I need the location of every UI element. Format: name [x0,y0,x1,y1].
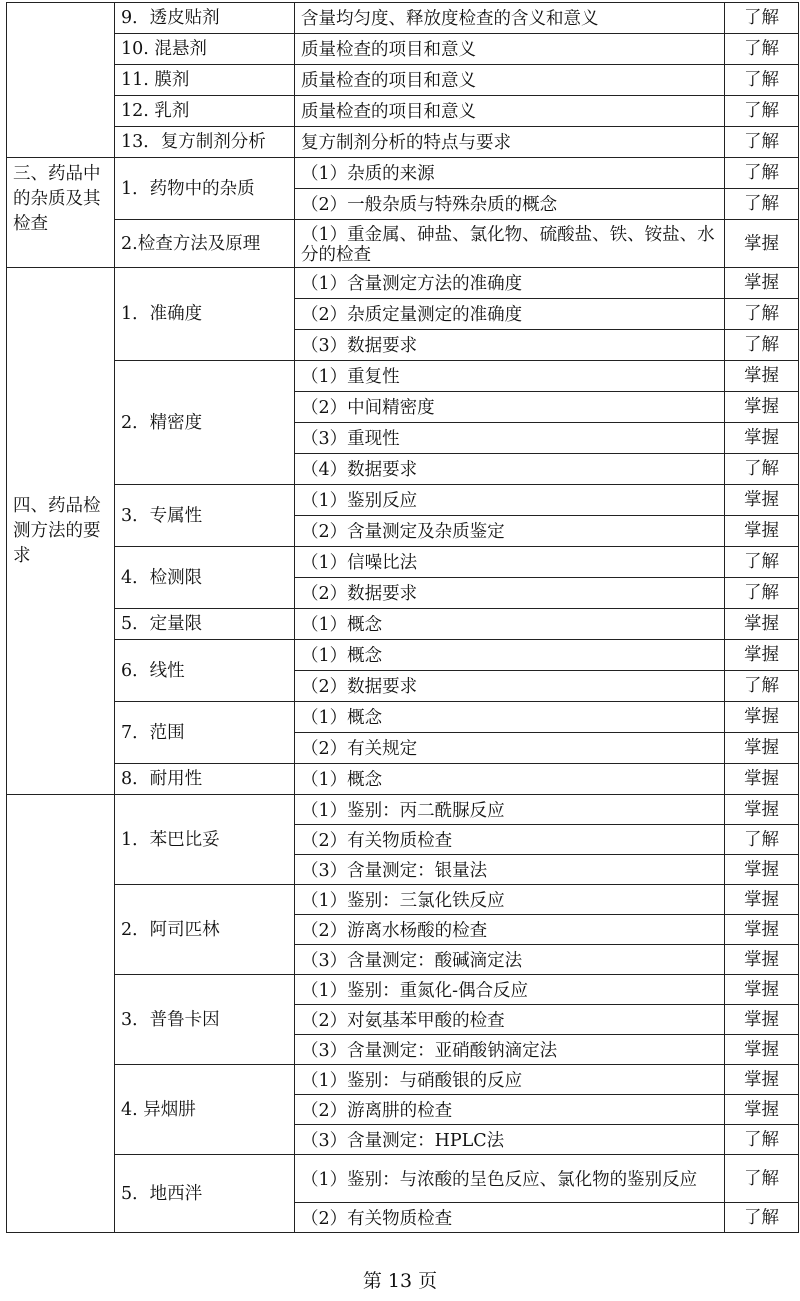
level-cell: 掌握 [725,795,799,825]
element-cell: （1）含量测定方法的准确度 [295,268,725,299]
level-cell: 了解 [725,65,799,96]
unit-cell: 四、药品检测方法的要求 [7,268,115,795]
element-cell: （1）信噪比法 [295,547,725,578]
level-cell: 掌握 [725,1095,799,1125]
subunit-cell: 1．准确度 [115,268,295,361]
level-cell: 了解 [725,547,799,578]
element-cell: （3）含量测定：HPLC法 [295,1125,725,1155]
level-cell: 了解 [725,825,799,855]
element-cell: （1）鉴别：与浓酸的呈色反应、氯化物的鉴别反应 [295,1155,725,1203]
element-cell: （3）含量测定：银量法 [295,855,725,885]
element-cell: （1）鉴别：与硝酸银的反应 [295,1065,725,1095]
subunit-cell: 2．精密度 [115,361,295,485]
element-cell: （2）数据要求 [295,671,725,702]
element-cell: （3）含量测定：亚硝酸钠滴定法 [295,1035,725,1065]
subunit-cell: 5．地西泮 [115,1155,295,1233]
element-cell: （2）有关物质检查 [295,825,725,855]
subunit-cell: 1．药物中的杂质 [115,158,295,220]
level-cell: 掌握 [725,1065,799,1095]
element-cell: （2）对氨基苯甲酸的检查 [295,1005,725,1035]
subunit-cell: 5．定量限 [115,609,295,640]
level-cell: 掌握 [725,915,799,945]
level-cell: 掌握 [725,485,799,516]
level-cell: 掌握 [725,220,799,268]
element-cell: （1）杂质的来源 [295,158,725,189]
element-cell: （1）鉴别：丙二酰脲反应 [295,795,725,825]
level-cell: 掌握 [725,423,799,454]
subunit-cell: 4．检测限 [115,547,295,609]
element-cell: （1）重金属、砷盐、氯化物、硫酸盐、铁、铵盐、水分的检查 [295,220,725,268]
element-cell: 含量均匀度、释放度检查的含义和意义 [295,3,725,34]
level-cell: 掌握 [725,885,799,915]
element-cell: （1）概念 [295,702,725,733]
level-cell: 了解 [725,189,799,220]
subunit-cell: 3．专属性 [115,485,295,547]
subunit-cell: 7．范围 [115,702,295,764]
element-cell: （3）含量测定：酸碱滴定法 [295,945,725,975]
subunit-cell: 12. 乳剂 [115,96,295,127]
subunit-cell: 8．耐用性 [115,764,295,795]
subunit-cell: 13．复方制剂分析 [115,127,295,158]
level-cell: 掌握 [725,1035,799,1065]
element-cell: （2）有关规定 [295,733,725,764]
element-cell: （1）概念 [295,764,725,795]
level-cell: 了解 [725,3,799,34]
level-cell: 了解 [725,34,799,65]
element-cell: （4）数据要求 [295,454,725,485]
element-cell: （3）重现性 [295,423,725,454]
level-cell: 掌握 [725,609,799,640]
unit-cell [7,3,115,158]
subunit-cell: 11. 膜剂 [115,65,295,96]
subunit-cell: 2.检查方法及原理 [115,220,295,268]
level-cell: 掌握 [725,640,799,671]
level-cell: 了解 [725,127,799,158]
level-cell: 了解 [725,1125,799,1155]
element-cell: （1）概念 [295,609,725,640]
level-cell: 掌握 [725,361,799,392]
level-cell: 了解 [725,671,799,702]
level-cell: 掌握 [725,975,799,1005]
level-cell: 了解 [725,330,799,361]
syllabus-table [6,2,799,1233]
level-cell: 了解 [725,1155,799,1203]
level-cell: 掌握 [725,1005,799,1035]
subunit-cell: 2．阿司匹林 [115,885,295,975]
level-cell: 掌握 [725,702,799,733]
subunit-cell: 3．普鲁卡因 [115,975,295,1065]
level-cell: 了解 [725,1203,799,1233]
element-cell: 复方制剂分析的特点与要求 [295,127,725,158]
level-cell: 了解 [725,158,799,189]
level-cell: 掌握 [725,855,799,885]
element-cell: 质量检查的项目和意义 [295,65,725,96]
level-cell: 掌握 [725,516,799,547]
element-cell: 质量检查的项目和意义 [295,34,725,65]
level-cell: 掌握 [725,945,799,975]
element-cell: （1）概念 [295,640,725,671]
subunit-cell: 10. 混悬剂 [115,34,295,65]
level-cell: 了解 [725,454,799,485]
level-cell: 了解 [725,96,799,127]
element-cell: （1）鉴别：三氯化铁反应 [295,885,725,915]
level-cell: 了解 [725,299,799,330]
element-cell: （3）数据要求 [295,330,725,361]
element-cell: （1）鉴别反应 [295,485,725,516]
level-cell: 掌握 [725,268,799,299]
level-cell: 掌握 [725,764,799,795]
page-number: 第 13 页 [362,1270,438,1292]
level-cell: 掌握 [725,392,799,423]
element-cell: （2）一般杂质与特殊杂质的概念 [295,189,725,220]
element-cell: （2）有关物质检查 [295,1203,725,1233]
element-cell: （1）鉴别：重氮化-偶合反应 [295,975,725,1005]
element-cell: （1）重复性 [295,361,725,392]
element-cell: （2）数据要求 [295,578,725,609]
subunit-cell: 1．苯巴比妥 [115,795,295,885]
element-cell: （2）杂质定量测定的准确度 [295,299,725,330]
level-cell: 了解 [725,578,799,609]
element-cell: （2）游离水杨酸的检查 [295,915,725,945]
subunit-cell: 9．透皮贴剂 [115,3,295,34]
element-cell: （2）中间精密度 [295,392,725,423]
unit-cell: 三、药品中的杂质及其检查 [7,158,115,268]
element-cell: （2）游离肼的检查 [295,1095,725,1125]
unit-cell [7,795,115,1233]
level-cell: 掌握 [725,733,799,764]
subunit-cell: 4. 异烟肼 [115,1065,295,1155]
element-cell: （2）含量测定及杂质鉴定 [295,516,725,547]
subunit-cell: 6．线性 [115,640,295,702]
element-cell: 质量检查的项目和意义 [295,96,725,127]
